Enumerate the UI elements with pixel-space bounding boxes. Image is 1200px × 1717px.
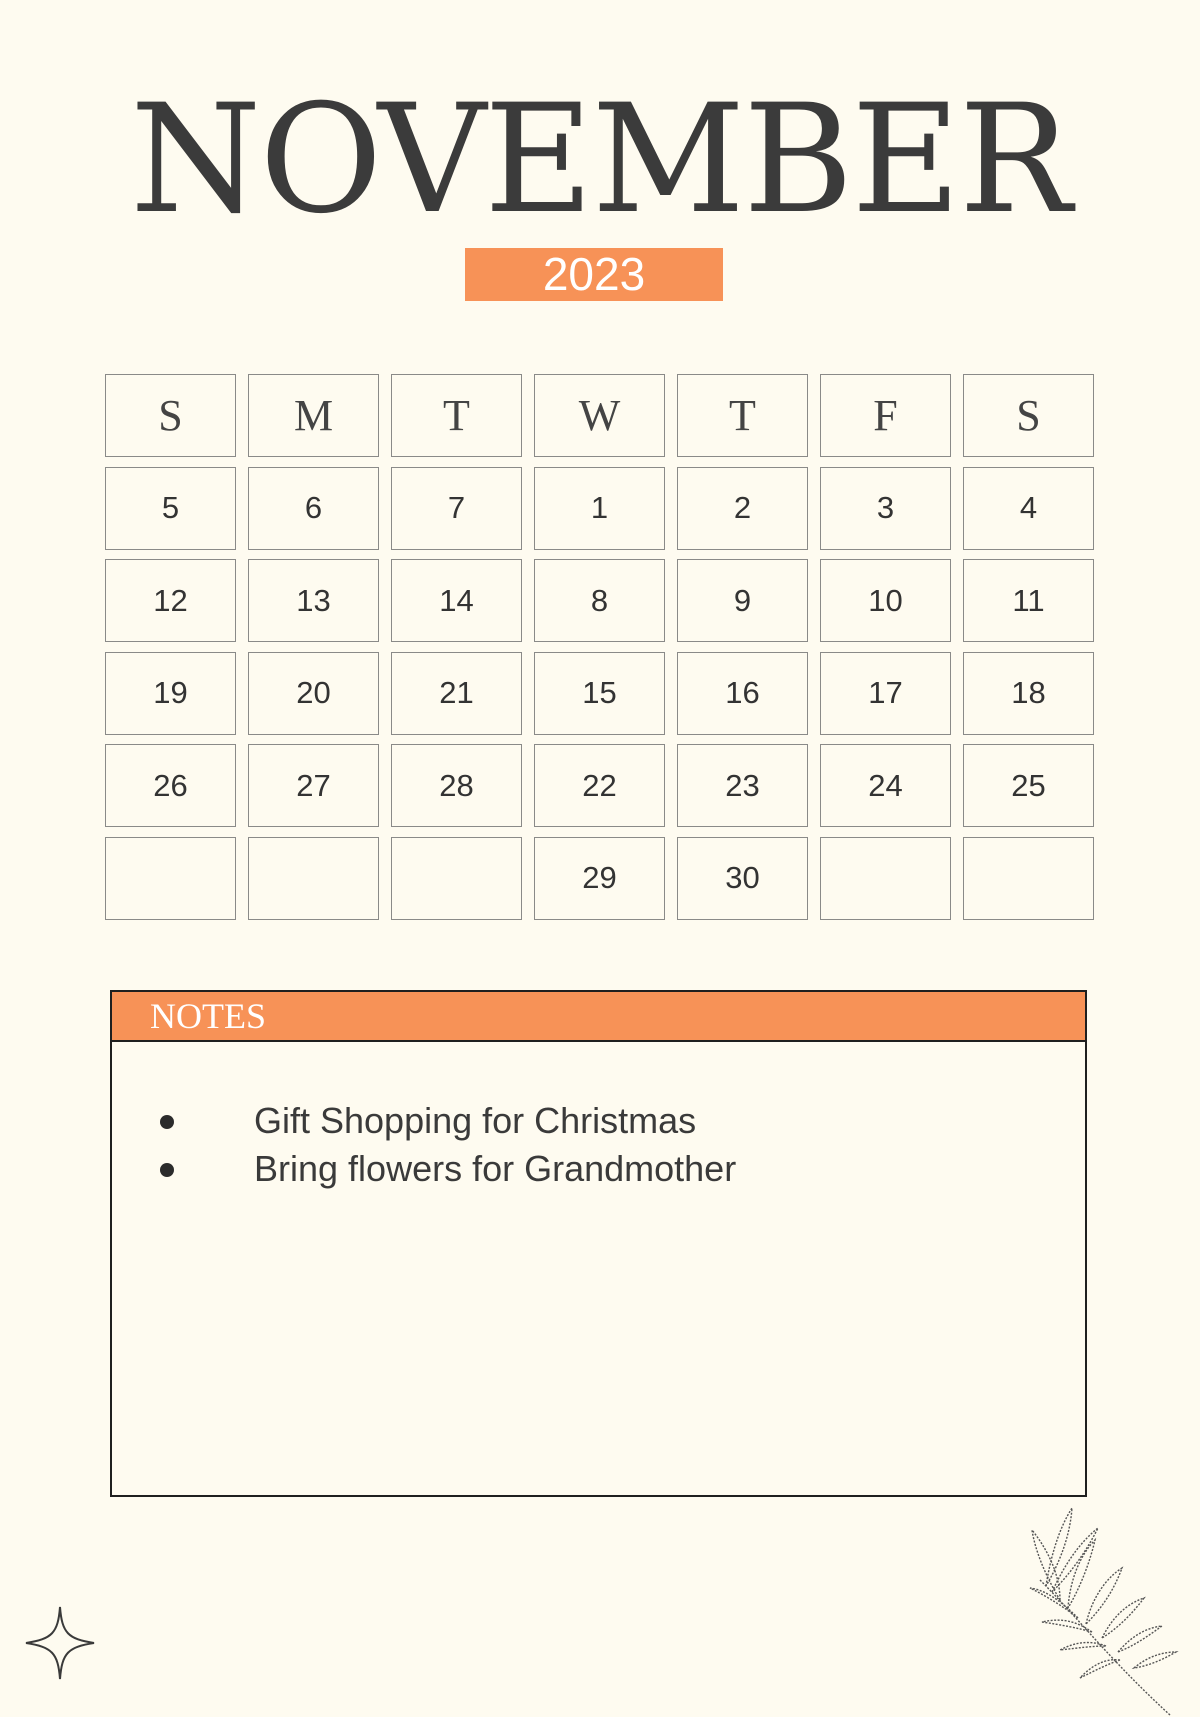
day-cell: 12 <box>105 559 236 642</box>
day-cell: 9 <box>677 559 808 642</box>
weekday-thursday: T <box>677 374 808 457</box>
weekday-saturday: S <box>963 374 1094 457</box>
day-cell: 23 <box>677 744 808 827</box>
day-cell: 19 <box>105 652 236 735</box>
day-cell: 7 <box>391 467 522 550</box>
day-cell-empty <box>248 837 379 920</box>
day-cell: 26 <box>105 744 236 827</box>
note-text: Bring flowers for Grandmother <box>254 1148 737 1189</box>
bullet-icon <box>160 1163 174 1177</box>
day-cell-empty <box>963 837 1094 920</box>
bullet-icon <box>160 1115 174 1129</box>
day-cell: 29 <box>534 837 665 920</box>
notes-list <box>112 1097 1085 1193</box>
calendar-grid <box>105 374 1092 920</box>
day-cell: 1 <box>534 467 665 550</box>
day-cell: 24 <box>820 744 951 827</box>
day-cell: 25 <box>963 744 1094 827</box>
weekday-wednesday: W <box>534 374 665 457</box>
note-text: Gift Shopping for Christmas <box>254 1100 697 1141</box>
weekday-tuesday: T <box>391 374 522 457</box>
day-cell-empty <box>820 837 951 920</box>
notes-title: NOTES <box>112 992 1085 1042</box>
note-item <box>112 1145 1085 1193</box>
weekday-monday: M <box>248 374 379 457</box>
day-cell-empty <box>105 837 236 920</box>
day-cell: 21 <box>391 652 522 735</box>
day-cell: 8 <box>534 559 665 642</box>
month-title: NOVEMBER <box>130 73 1070 247</box>
day-cell-empty <box>391 837 522 920</box>
year-badge: 2023 <box>465 248 723 301</box>
day-cell: 28 <box>391 744 522 827</box>
day-cell: 22 <box>534 744 665 827</box>
day-cell: 27 <box>248 744 379 827</box>
day-cell: 4 <box>963 467 1094 550</box>
day-cell: 11 <box>963 559 1094 642</box>
leaf-icon <box>1020 1500 1200 1717</box>
day-cell: 6 <box>248 467 379 550</box>
day-cell: 2 <box>677 467 808 550</box>
day-cell: 15 <box>534 652 665 735</box>
day-cell: 16 <box>677 652 808 735</box>
weekday-friday: F <box>820 374 951 457</box>
day-cell: 3 <box>820 467 951 550</box>
sparkle-icon <box>24 1605 96 1681</box>
weekday-sunday: S <box>105 374 236 457</box>
day-cell: 14 <box>391 559 522 642</box>
day-cell: 13 <box>248 559 379 642</box>
notes-box <box>110 990 1087 1497</box>
note-item <box>112 1097 1085 1145</box>
day-cell: 18 <box>963 652 1094 735</box>
day-cell: 20 <box>248 652 379 735</box>
day-cell: 10 <box>820 559 951 642</box>
day-cell: 5 <box>105 467 236 550</box>
day-cell: 17 <box>820 652 951 735</box>
day-cell: 30 <box>677 837 808 920</box>
